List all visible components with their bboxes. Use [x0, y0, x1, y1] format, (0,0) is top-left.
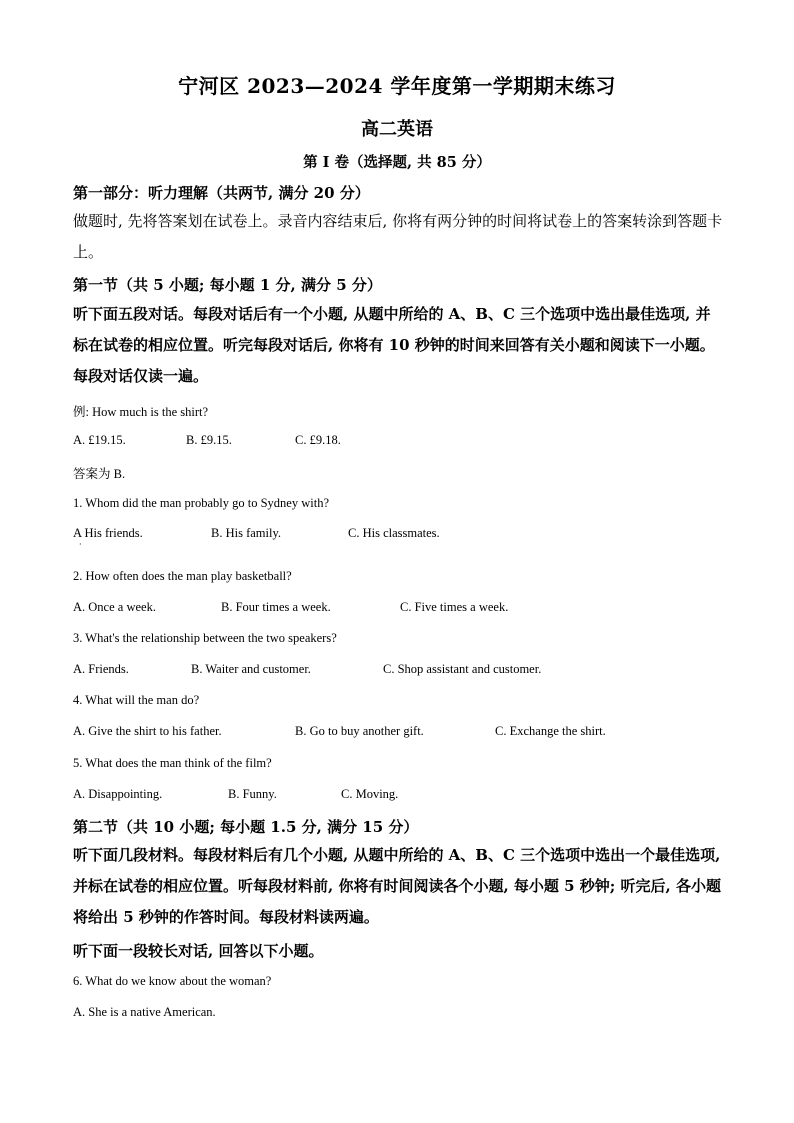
- q4-option-a: A. Give the shirt to his father.: [73, 724, 222, 738]
- q6-option-a: A. She is a native American.: [73, 1005, 216, 1019]
- example-option-b: B. £9.15.: [186, 433, 232, 447]
- q4-option-b: B. Go to buy another gift.: [295, 724, 424, 738]
- q3-option-c: C. Shop assistant and customer.: [383, 662, 542, 676]
- q1-option-b: B. His family.: [211, 526, 282, 540]
- example-option-a: A. £19.15.: [73, 433, 126, 447]
- q4-option-c: C. Exchange the shirt.: [495, 724, 606, 738]
- q5-option-a: A. Disappointing.: [73, 787, 163, 801]
- section2-heading: 第二节（共 10 小题; 每小题 1.5 分, 满分 15 分）: [73, 818, 419, 836]
- q2-option-a: A. Once a week.: [73, 600, 156, 614]
- q2-option-b: B. Four times a week.: [221, 600, 331, 614]
- example-answer: 答案为 B.: [73, 467, 126, 481]
- section1-instruction: 听下面五段对话。每段对话后有一个小题, 从题中所给的 A、B、C 三个选项中选出最佳选项, 并标在试卷的相应位置。听完每段对话后, 你将有 10 秒钟的时间来回答有关小题和阅读下一小题。每段对话仅读一遍。: [73, 305, 715, 385]
- part1-instruction: 做题时, 先将答案划在试卷上。录音内容结束后, 你将有两分钟的时间将试卷上的答案转涂到答题卡上。: [73, 212, 723, 261]
- volume-heading: 第 I 卷（选择题, 共 85 分）: [303, 154, 491, 171]
- section1-heading: 第一节（共 5 小题; 每小题 1 分, 满分 5 分）: [73, 276, 382, 294]
- question-3: 3. What's the relationship between the two speakers?: [73, 631, 337, 645]
- part1-heading: 第一部分：听力理解（共两节, 满分 20 分）: [73, 184, 370, 202]
- question-2: 2. How often does the man play basketball?: [73, 569, 292, 583]
- example-question: 例: How much is the shirt?: [73, 405, 209, 419]
- question-5: 5. What does the man think of the film?: [73, 756, 272, 770]
- stray-dot-mark: ·: [79, 540, 82, 549]
- section2-instruction: 听下面几段材料。每段材料后有几个小题, 从题中所给的 A、B、C 三个选项中选出一个最佳选项, 并标在试卷的相应位置。听每段材料前, 你将有时间阅读各个小题, 每小题 5 秒钟; 听完后, 各小题将给出 5 秒钟的作答时间。每段材料读两遍。: [73, 846, 721, 926]
- question-1: 1. Whom did the man probably go to Sydney with?: [73, 496, 329, 510]
- q3-option-a: A. Friends.: [73, 662, 129, 676]
- question-4: 4. What will the man do?: [73, 693, 200, 707]
- q1-option-a: A His friends.: [73, 526, 143, 540]
- exam-title: 宁河区 2023—2024 学年度第一学期期末练习: [178, 74, 616, 98]
- q1-option-c: C. His classmates.: [348, 526, 440, 540]
- q5-option-b: B. Funny.: [228, 787, 277, 801]
- question-6: 6. What do we know about the woman?: [73, 974, 272, 988]
- q2-option-c: C. Five times a week.: [400, 600, 509, 614]
- dialog-intro: 听下面一段较长对话, 回答以下小题。: [73, 942, 324, 960]
- example-option-c: C. £9.18.: [295, 433, 341, 447]
- q3-option-b: B. Waiter and customer.: [191, 662, 311, 676]
- q5-option-c: C. Moving.: [341, 787, 399, 801]
- exam-subject: 高二英语: [361, 119, 433, 140]
